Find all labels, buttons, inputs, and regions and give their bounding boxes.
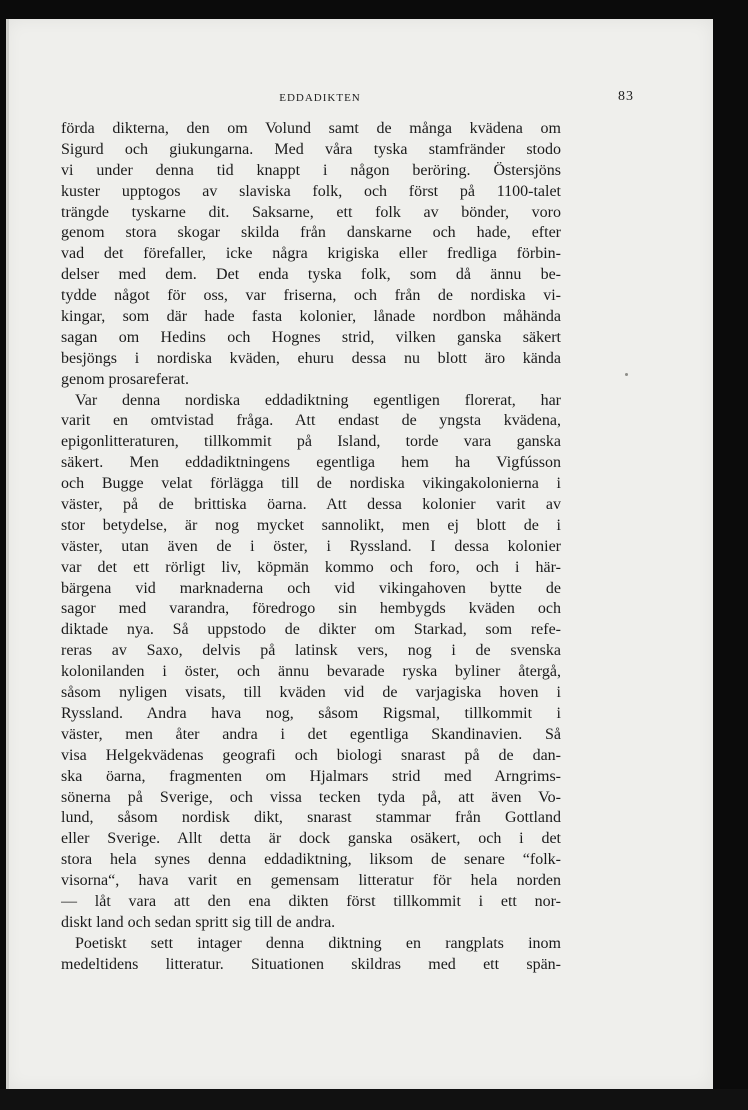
text-line: delser med dem. Det enda tyska folk, som då ännu be- xyxy=(61,266,561,284)
text-line: epigonlitteraturen, tillkommit på Island, torde vara ganska xyxy=(61,433,561,451)
text-line: Sigurd och giukungarna. Med våra tyska stamfränder stodo xyxy=(61,140,561,158)
text-line: sagor med varandra, föredrogo sin hembygds kväden och xyxy=(61,600,561,618)
text-line: var det ett rörligt liv, köpmän kommo och foro, och i här- xyxy=(61,558,561,576)
text-line: lund, såsom nordisk dikt, snarast stammar från Gottland xyxy=(61,809,561,827)
text-line: kolonilanden i öster, och ännu bevarade ryska byliner återgå, xyxy=(61,663,561,681)
paper-speck xyxy=(625,373,628,376)
text-line: Poetiskt sett intager denna diktning en rangplats inom xyxy=(75,934,561,952)
text-line: — låt vara att den ena dikten först tillkommit i ett nor- xyxy=(61,892,561,910)
text-line: genom prosareferat. xyxy=(61,370,189,388)
text-line: varit en omtvistad fråga. Att endast de yngsta kvädena, xyxy=(61,412,561,430)
text-line: kuster upptogos av slaviska folk, och först på 1100-talet xyxy=(61,182,561,200)
body-text xyxy=(61,119,561,976)
text-line: eller Sverige. Allt detta är dock ganska osäkert, och i det xyxy=(61,830,561,848)
text-line: kingar, som där hade fasta kolonier, lånade nordbon måhända xyxy=(61,308,561,326)
text-line: förda dikterna, den om Volund samt de många kvädena om xyxy=(61,120,561,137)
text-line: genom stora skogar skilda från danskarne och hade, efter xyxy=(61,224,561,242)
text-line: vi under denna tid knappt i någon beröring. Östersjöns xyxy=(61,161,561,179)
text-line: Ryssland. Andra hava nog, såsom Rigsmal, tillkommit i xyxy=(61,704,561,722)
text-line: vad det förefaller, icke några krigiska eller fredliga förbin- xyxy=(61,245,561,263)
page-header xyxy=(6,89,713,109)
running-title: EDDADIKTEN xyxy=(279,92,361,104)
text-line: tydde något för oss, var friserna, och från de nordiska vi- xyxy=(61,287,561,305)
text-line: och Bugge velat förlägga till de nordiska vikingakolonierna i xyxy=(61,475,561,493)
text-line: sagan om Hedins och Hognes strid, vilken ganska säkert xyxy=(61,328,561,346)
text-line: medeltidens litteratur. Situationen skildras med ett spän- xyxy=(61,955,561,973)
text-line: väster, på de brittiska öarna. Att dessa kolonier varit av xyxy=(61,496,561,514)
text-line: visa Helgekvädenas geografi och biologi snarast på de dan- xyxy=(61,746,561,764)
text-line: Var denna nordiska eddadiktning egentligen florerat, har xyxy=(75,391,561,409)
text-line: såsom nyligen visats, till kväden vid de varjagiska hoven i xyxy=(61,684,561,702)
text-line: bärgena vid marknaderna och vid vikingahoven bytte de xyxy=(61,579,561,597)
text-line: reras av Saxo, delvis på latinsk vers, nog i de svenska xyxy=(61,642,561,660)
text-line: visorna“, hava varit en gemensam litteratur för hela norden xyxy=(61,872,561,890)
text-line: besjöngs i nordiska kväden, ehuru dessa nu blott äro kända xyxy=(61,349,561,367)
book-page xyxy=(6,19,713,1089)
text-line: stor betydelse, är nog mycket sannolikt, men ej blott de i xyxy=(61,516,561,534)
scan-bottom-edge xyxy=(0,1089,748,1110)
text-line: trängde tyskarne dit. Saksarne, ett folk av bönder, voro xyxy=(61,203,561,221)
text-line: ska öarna, fragmenten om Hjalmars strid med Arngrims- xyxy=(61,767,561,785)
text-line: stora hela synes denna eddadiktning, liksom de senare “folk- xyxy=(61,851,561,869)
page-edge xyxy=(6,19,9,1089)
text-line: diktade nya. Så uppstodo de dikter om Starkad, som refe- xyxy=(61,621,561,639)
page-number: 83 xyxy=(618,89,634,104)
text-line: väster, men åter andra i det egentliga Skandinavien. Så xyxy=(61,725,561,743)
text-line: säkert. Men eddadiktningens egentliga hem ha Vigfússon xyxy=(61,454,561,472)
text-line: diskt land och sedan spritt sig till de andra. xyxy=(61,913,336,931)
text-line: väster, utan även de i öster, i Ryssland. I dessa kolonier xyxy=(61,537,561,555)
text-line: sönerna på Sverige, och vissa tecken tyda på, att även Vo- xyxy=(61,788,561,806)
